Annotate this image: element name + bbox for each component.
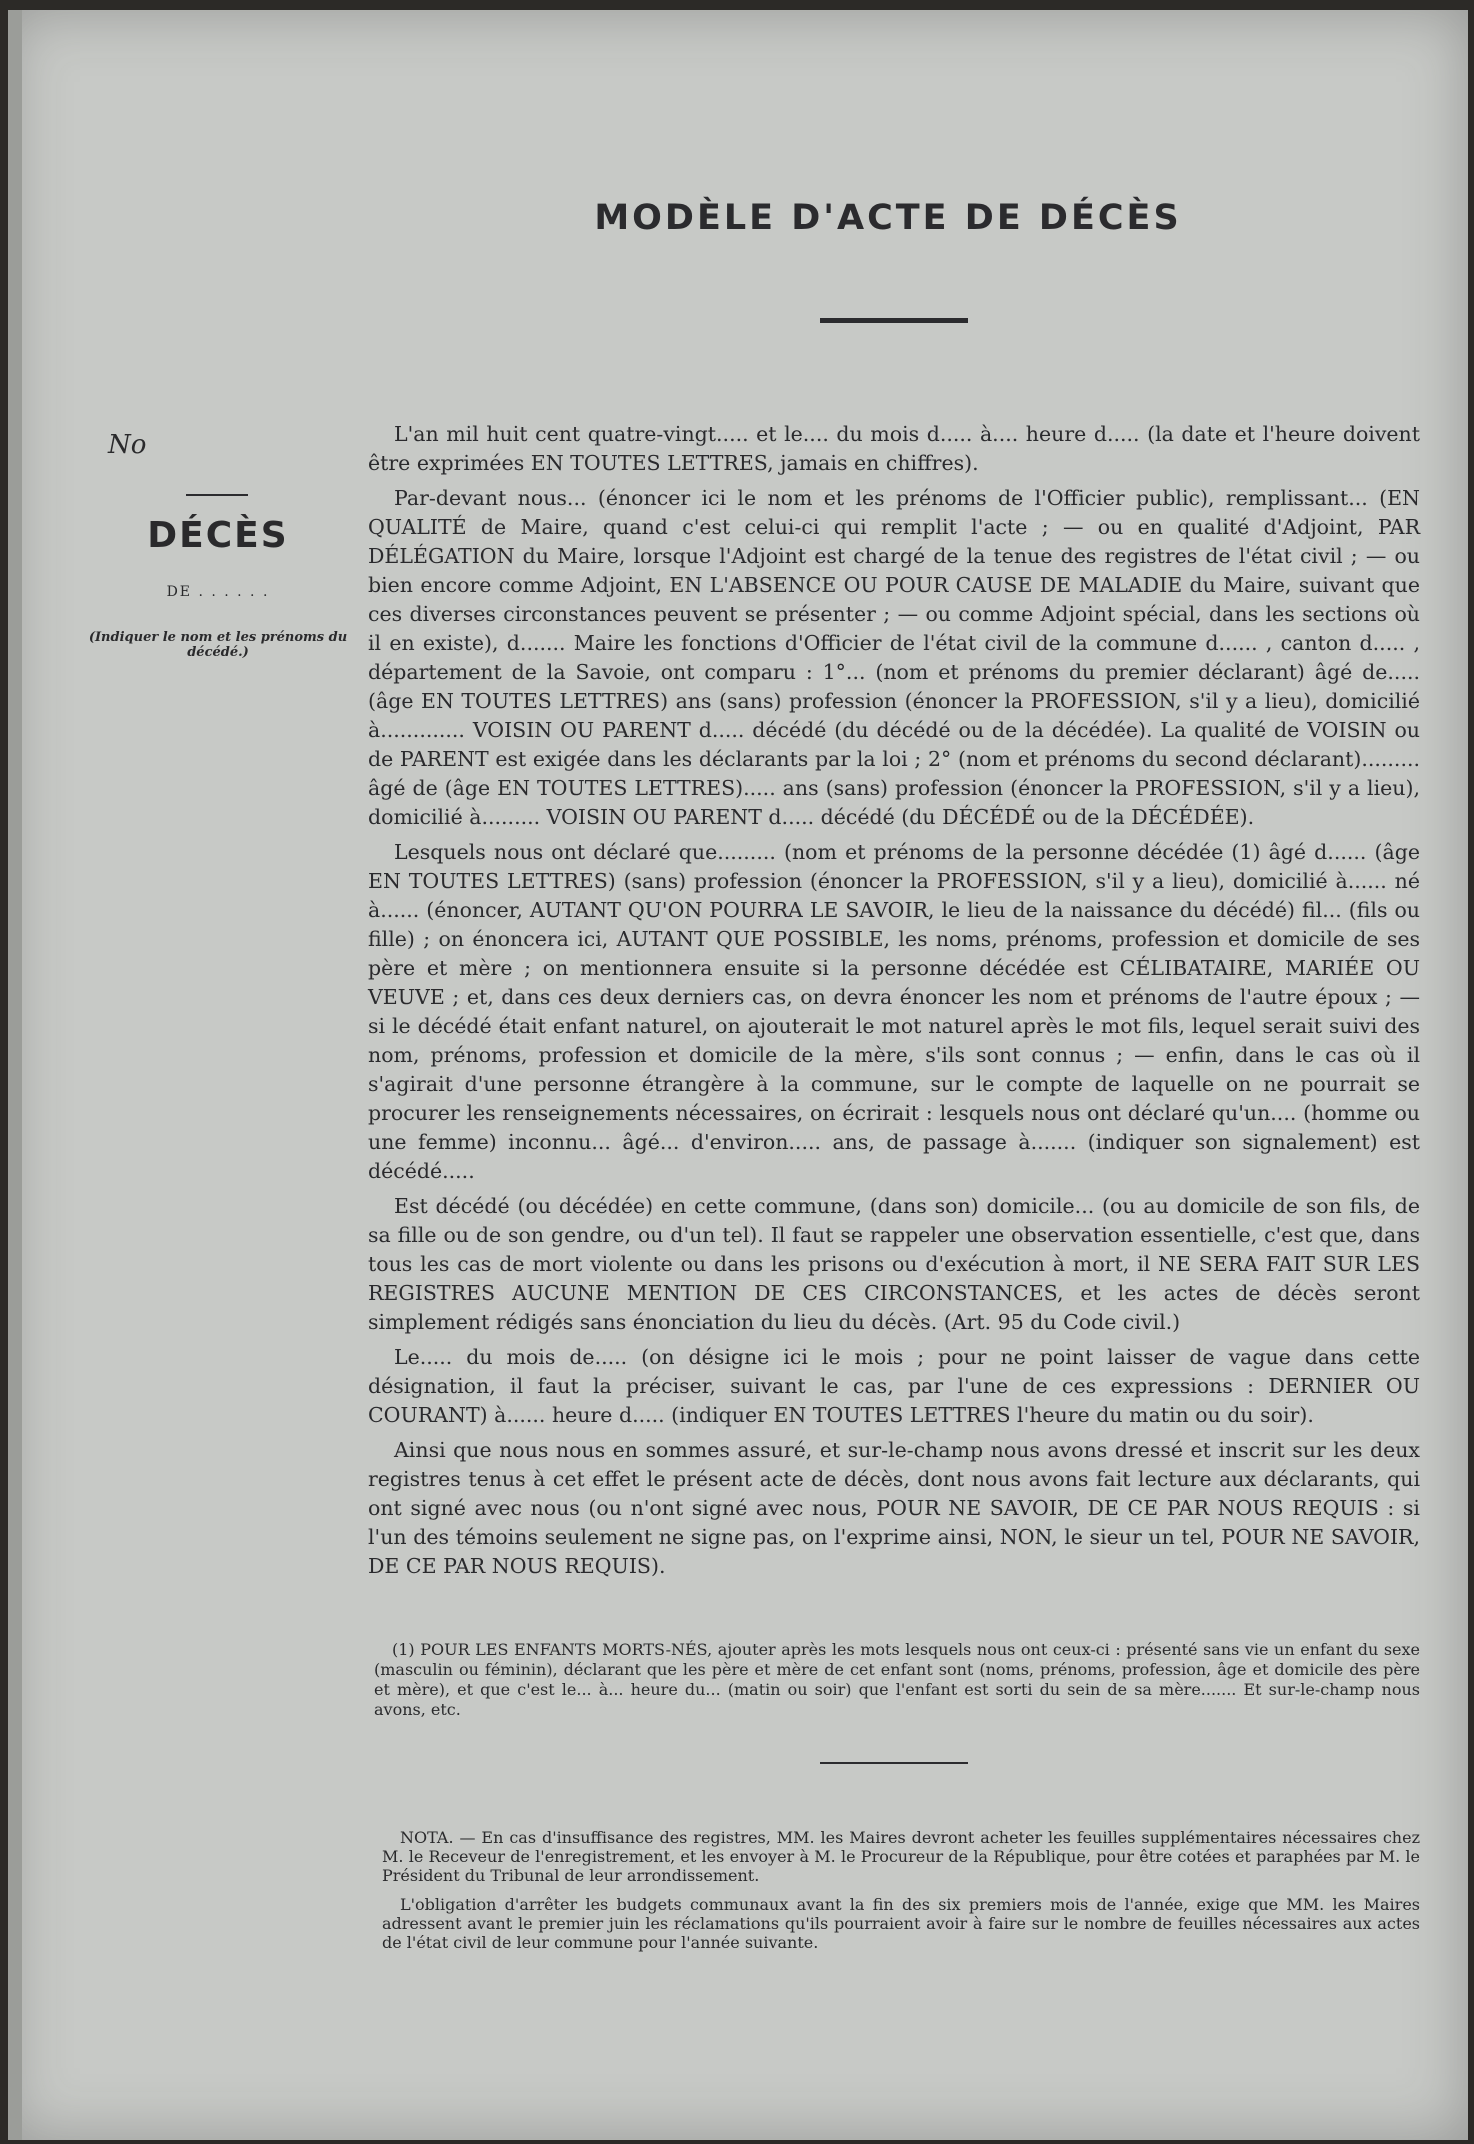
nota-paragraph-1: NOTA. — En cas d'insuffisance des registres, MM. les Maires devront acheter les feuilles supplémentaires nécessaires chez M. le Receveur de l'enregistrement, et les envoyer à M. le Procureur de la République, pour être cotées et paraphées par M. le Président du Tribunal de leur arrondissement. <box>382 1828 1420 1885</box>
body-paragraph-4: Est décédé (ou décédée) en cette commune, (dans son) domicile... (ou au domicile de son fils, de sa fille ou de son gendre, ou d'un tel). Il faut se rappeler une observation essentielle, c'est que, dans tous les cas de mort violente ou dans les prisons ou d'exécution à mort, il NE SERA FAIT SUR LES REGISTRES AUCUNE MENTION DE CES CIRCONSTANCES, et les actes de décès seront simplement rédigés sans énonciation du lieu du décès. (Art. 95 du Code civil.) <box>368 1194 1420 1334</box>
margin-heading: DÉCÈS <box>147 515 289 556</box>
margin-divider <box>186 494 248 496</box>
body-paragraph-1: L'an mil huit cent quatre-vingt..... et le.... du mois d..... à.... heure d..... (la date et l'heure doivent être exprimées EN TOUTES LETTRES, jamais en chiffres). <box>368 422 1420 475</box>
act-body <box>368 420 1420 1587</box>
body-paragraph-5: Le..... du mois de..... (on désigne ici le mois ; pour ne point laisser de vague dans cette désignation, il faut la préciser, suivant le cas, par l'une de ces expressions : DERNIER OU COURANT) à...... heure d..... (indiquer EN TOUTES LETTRES l'heure du matin ou du soir). <box>368 1345 1420 1427</box>
page-title: MODÈLE D'ACTE DE DÉCÈS <box>594 198 1182 238</box>
body-paragraph-3: Lesquels nous ont déclaré que......... (nom et prénoms de la personne décédée (1) âgé d...... (âge EN TOUTES LETTRES) (sans) profession (énoncer la PROFESSION, s'il y a lieu), domicilié à...... né à...... (énoncer, AUTANT QU'ON POURRA LE SAVOIR, le lieu de la naissance du décédé) fil... (fils ou fille) ; on énoncera ici, AUTANT QUE POSSIBLE, les noms, prénoms, profession et domicile de ses père et mère ; on mentionnera ensuite si la personne décédée est CÉLIBATAIRE, MARIÉE OU VEUVE ; et, dans ces deux derniers cas, on devra énoncer les nom et prénoms de l'autre époux ; — si le décédé était enfant naturel, on ajouterait le mot naturel après le mot fils, lequel serait suivi des nom, prénoms, profession et domicile de la mère, s'ils sont connus ; — enfin, dans le cas où il s'agirait d'une personne étrangère à la commune, sur le compte de laquelle on ne pourrait se procurer les renseignements nécessaires, on écrirait : lesquels nous ont déclaré qu'un.... (homme ou une femme) inconnu... âgé... d'environ..... ans, de passage à....... (indiquer son signalement) est décédé..... <box>368 840 1420 1183</box>
margin-number-label: No <box>108 430 147 460</box>
footnote-divider <box>820 1762 968 1764</box>
nota-section <box>382 1828 1420 1962</box>
margin-de-label: DE . . . . . . <box>166 584 270 600</box>
margin-instruction: (Indiquer le nom et les prénoms du décédé.) <box>88 630 348 660</box>
footnote: (1) POUR LES ENFANTS MORTS-NÉS, ajouter après les mots lesquels nous ont ceux-ci : présenté sans vie un enfant du sexe (masculin ou féminin), déclarant que les père et mère de cet enfant sont (noms, prénoms, profession, âge et domicile des père et mère), et que c'est le... à... heure du... (matin ou soir) que l'enfant est sorti du sein de sa mère....... Et sur-le-champ nous avons, etc. <box>374 1640 1420 1719</box>
document-page <box>8 10 1468 2140</box>
page-spine-shadow <box>8 10 22 2140</box>
body-paragraph-2: Par-devant nous... (énoncer ici le nom et les prénoms de l'Officier public), remplissant... (EN QUALITÉ de Maire, quand c'est celui-ci qui remplit l'acte ; — ou en qualité d'Adjoint, PAR DÉLÉGATION du Maire, lorsque l'Adjoint est chargé de la tenue des registres de l'état civil ; — ou bien encore comme Adjoint, EN L'ABSENCE OU POUR CAUSE DE MALADIE du Maire, suivant que ces diverses circonstances peuvent se présenter ; — ou comme Adjoint spécial, dans les sections où il en existe), d....... Maire les fonctions d'Officier de l'état civil de la commune d...... , canton d..... , département de la Savoie, ont comparu : 1°... (nom et prénoms du premier déclarant) âgé de..... (âge EN TOUTES LETTRES) ans (sans) profession (énoncer la PROFESSION, s'il y a lieu), domicilié à............. VOISIN OU PARENT d..... décédé (du décédé ou de la décédée). La qualité de VOISIN ou de PARENT est exigée dans les déclarants par la loi ; 2° (nom et prénoms du second déclarant)......... âgé de (âge EN TOUTES LETTRES)..... ans (sans) profession (énoncer la PROFESSION, s'il y a lieu), domicilié à......... VOISIN OU PARENT d..... décédé (du DÉCÉDÉ ou de la DÉCÉDÉE). <box>368 486 1420 829</box>
body-paragraph-6: Ainsi que nous nous en sommes assuré, et sur-le-champ nous avons dressé et inscrit sur les deux registres tenus à cet effet le présent acte de décès, dont nous avons fait lecture aux déclarants, qui ont signé avec nous (ou n'ont signé avec nous, POUR NE SAVOIR, DE CE PAR NOUS REQUIS : si l'un des témoins seulement ne signe pas, on l'exprime ainsi, NON, le sieur un tel, POUR NE SAVOIR, DE CE PAR NOUS REQUIS). <box>368 1438 1420 1578</box>
title-divider <box>820 318 968 323</box>
nota-paragraph-2: L'obligation d'arrêter les budgets communaux avant la fin des six premiers mois de l'année, exige que MM. les Maires adressent avant le premier juin les réclamations qu'ils pourraient avoir à faire sur le nombre de feuilles nécessaires aux actes de l'état civil de leur commune pour l'année suivante. <box>382 1895 1420 1952</box>
